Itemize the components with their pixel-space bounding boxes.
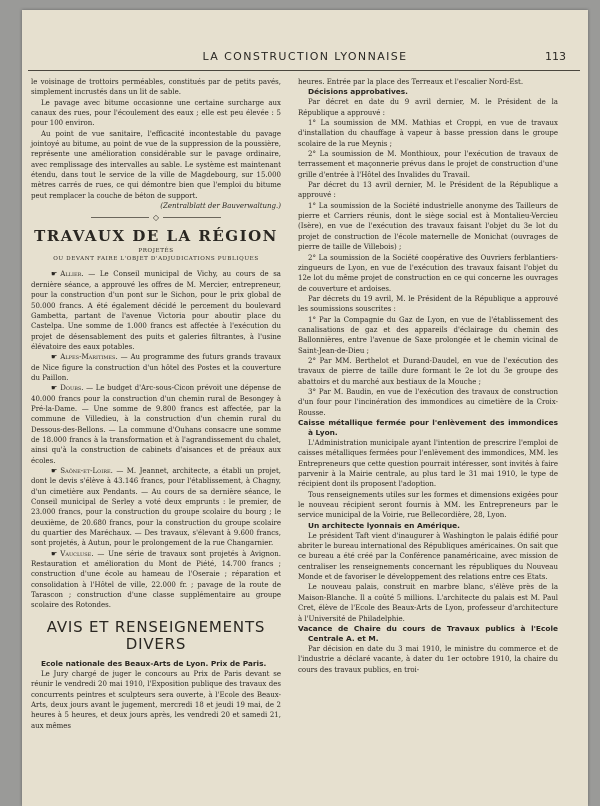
hand-bullet-icon: ☛: [51, 270, 58, 279]
region-text: — Au programme des futurs grands travaux de Nice figure la construction d'un hôtel des Postes et la couverture du Paillon.: [31, 353, 281, 382]
decisions-paragraph: Par décrets du 19 avril, M. le Président de la République a approuvé les soumissions souscrites :: [298, 294, 558, 314]
caisse-paragraph: Tous renseignements utiles sur les formes et dimensions exigées pour le nouveau récipient seront fournis à MM. les Entrepreneurs par le service municipal de la Voirie, rue Bellecordière, 28, Lyon.: [298, 490, 558, 520]
journal-title: LA CONSTRUCTION LYONNAISE: [202, 50, 408, 63]
region-name: Doubs.: [60, 384, 84, 393]
caisse-heading: Caisse métallique fermée pour l'enlèvement des immondices à Lyon.: [298, 418, 558, 437]
intro-paragraph-2: Le pavage avec bitume occasionne une certaine surcharge aux canaux des rues, pour l'écoulement des eaux ; elle est peu élevée : 5 pour 100 environ.: [31, 98, 281, 128]
source-citation: (Zentralblatt der Bauverwaltung.): [160, 202, 281, 211]
decisions-paragraph: 3° Par M. Baudin, en vue de l'exécution des travaux de construction d'un four pour l'incinération des immondices au cimetière de la Croix-Rousse.: [298, 387, 558, 417]
region-name: Alpes-Maritimes.: [60, 353, 118, 362]
header-rule: [28, 70, 580, 71]
caisse-paragraph: L'Administration municipale ayant l'intention de prescrire l'emploi de caisses métalliques fermées pour l'enlèvement des immondices, MM. les Entrepreneurs que cette question pourrait intéresser, sont invités à faire parvenir à la Mairie centrale, au plus tard le 31 mai 1910, le type de récipient dont ils proposent l'adoption.: [298, 439, 558, 489]
region-text: — Une série de travaux sont projetés à Avignon. Restauration et amélioration du Mont de Piété, 14.700 francs ; construction d'une école au hameau de l'Oseraie ; réparation et consolidation à l'Hôtel de ville, 22.000 fr. ; pavage de la route de Tarascon ; construction d'une classe supplémentaire au groupe scolaire des Rotondes.: [31, 549, 281, 610]
vacance-heading: Vacance de Chaire du cours de Travaux publics à l'Ecole Centrale A. et M.: [298, 623, 558, 643]
region-name: Saône-et-Loire.: [60, 467, 113, 475]
hand-bullet-icon: ☛: [51, 384, 58, 393]
decisions-paragraph: 1° La soumission de la Société industrielle anonyme des Tailleurs de pierre et Carriers réunis, dont le siège social est à Montalieu-Vercieu (Isère), en vue de l'exécution des travaux faisant l'objet du 3e lot du projet de construction de l'école maternelle de Monichat (ouvrages de pierre de taille de Villebois) ;: [298, 201, 558, 252]
travaux-subtitle-2: OU DEVANT FAIRE L'OBJET D'ADJUDICATIONS PUBLIQUES: [53, 256, 259, 263]
decisions-paragraph: Par décret en date du 9 avril dernier, M. le Président de la République a approuvé :: [298, 98, 558, 117]
running-head: [22, 50, 588, 66]
architecte-paragraph: Le président Taft vient d'inaugurer à Washington le palais édifié pour abriter le bureau international des Républiques américaines. On sait que ce bureau a été créé par la Conférence panaméricaine, avec mission de centraliser les renseignements concernant les républiques du Nouveau Monde et de favoriser le développement des relations entre ces Etats.: [298, 531, 558, 582]
region-name: Vaucluse.: [60, 549, 94, 558]
intro-paragraph-3: Au point de vue sanitaire, l'efficacité incontestable du pavage jointoyé au bitume, au point de vue de la suppression de la poussière, représente une amélioration considérable sur le pavage ordinaire, avec remplissage des intervalles au sable. Le système est maintenant étendu, dans tout le service de la ville de Magdebourg, sur 15.000 mètres carrés de rues, ce qui démontre bien que l'emploi du bitume peut remplacer la couche de béton de support.: [31, 129, 281, 200]
region-entry: [31, 549, 281, 611]
decisions-paragraph: Par décret du 13 avril dernier, M. le Président de la République a approuvé :: [298, 181, 558, 200]
decisions-heading: Décisions approbatives.: [308, 87, 408, 97]
decisions-paragraph: 1° La soumission de MM. Mathias et Croppi, en vue de travaux d'installation du chauffage à vapeur à basse pression dans le groupe scolaire de la rue Meynis ;: [298, 119, 558, 148]
architecte-heading: Un architecte lyonnais en Amérique.: [308, 520, 460, 530]
decisions-paragraph: 2° Par MM. Berthelot et Durand-Daudel, en vue de l'exécution des travaux de pierre de taille dure formant le 2e lot du 3e groupe des abattoirs et du marché aux bestiaux de la Mouche ;: [298, 356, 558, 386]
beaux-arts-heading: Ecole nationale des Beaux-Arts de Lyon. Prix de Paris.: [41, 658, 267, 668]
intro-paragraph-1: le voisinage de trottoirs perméables, constitués par de petits pavés, simplement incrustés dans un lit de sable.: [31, 78, 281, 97]
decisions-paragraph: 2° La soumission de M. Monthioux, pour l'exécution de travaux de terrassement et maçonnerie prévus dans le projet de construction d'une grille d'entrée à l'Hôtel des Invalides du Travail.: [298, 150, 558, 179]
page-number: 113: [545, 50, 566, 63]
continued-text: heures. Entrée par la place des Terreaux et l'escalier Nord-Est.: [298, 78, 524, 86]
section-ornament: [31, 213, 281, 222]
architecte-paragraph: Le nouveau palais, construit en marbre blanc, s'élève près de la Maison-Blanche. Il a coûté 5 millions. L'architecte du palais est M. Paul Cret, élève de l'Ecole des Beaux-Arts de Lyon, professeur d'architecture à l'Université de Philadelphie.: [298, 583, 558, 623]
region-entry: [31, 352, 281, 383]
vacance-text: Par décision en date du 3 mai 1910, le ministre du commerce et de l'industrie a déclaré vacante, à dater du 1er octobre 1910, la chaire du cours des travaux publics, en troi-: [298, 644, 558, 674]
beaux-arts-text: Le Jury chargé de juger le concours au Prix de Paris devant se réunir le vendredi 20 mai 1910, l'Exposition publique des travaux des concurrents peintres et sculpteurs sera ouverte, à l'Ecole des Beaux-Arts, deux jours avant le jugement, mercredi 18 et jeudi 19 mai, de 2 heures à 5 heures, et deux jours après, les vendredi 20 et samedi 21, aux mêmes: [31, 669, 281, 730]
region-text: — M. Jeannet, architecte, a établi un projet, dont le devis s'élève à 43.146 francs, pour l'établissement, à Chagny, d'un cimetière aux Pendants. — Au cours de sa dernière séance, le Conseil municipal de Serley a voté deux emprunts : le premier, de 23.000 francs, pour la construction du groupe scolaire du bourg ; le deuxième, de 20.680 francs, pour la construction du groupe scolaire du quartier des Maréchaux. — Des travaux, s'élevant à 9.600 francs, sont projetés, à Autun, pour le prolongement de la rue Changarnier.: [31, 467, 281, 548]
hand-bullet-icon: ☛: [51, 353, 58, 362]
decisions-paragraph: 2° La soumission de la Société coopérative des Ouvriers ferblantiers-zingueurs de Lyon, en vue de l'exécution des travaux faisant l'objet du 12e lot du même projet de construction en ce qui concerne les ouvrages de couverture et ardoises.: [298, 253, 558, 293]
region-name: Allier.: [60, 270, 84, 279]
travaux-title: TRAVAUX DE LA RÉGION: [34, 227, 278, 246]
region-text: — Le budget d'Arc-sous-Cicon prévoit une dépense de 40.000 francs pour la construction d'un chemin rural de Besongey à Pré-la-Dame. — Une somme de 9.800 francs est affectée, par la commune de Villedieu, à la construction d'un chemin rural du Dessous-des-Bellons. — La commune d'Ouhans consacre une somme de 18.000 francs à la transformation et à l'agrandissement du chalet, ainsi qu'à la construction de cabinets d'aisances et de préaux aux écoles.: [31, 384, 281, 465]
hand-bullet-icon: ☛: [51, 549, 58, 558]
right-column: [298, 77, 558, 675]
region-entry: [31, 269, 281, 352]
decisions-paragraph: 1° Par la Compagnie du Gaz de Lyon, en vue de l'établissement des canalisations de gaz et des appareils d'éclairage du chemin des Ballonnières, entre l'avenue de Saxe prolongée et le chemin vicinal de Saint-Jean-de-Dieu ;: [298, 315, 558, 355]
hand-bullet-icon: ☛: [51, 467, 58, 475]
region-text: — Le Conseil municipal de Vichy, au cours de sa dernière séance, a approuvé les offres de M. Mercier, entrepreneur, pour la construction d'un pont sur le Sichon, pour le prix global de 50.000 francs. A été également décidé le percement du boulevard Gambetta, partant de l'avenue Victoria pour aboutir place du Castelpa. Une somme de 1.000 francs est affectée à l'exécution du projet de désensablement des puits et galeries filtrantes, à l'usine élévatoire des eaux potables.: [31, 270, 281, 351]
travaux-subtitle-1: PROJETÉS: [138, 248, 174, 255]
diamond-ornament-icon: ◇: [149, 213, 163, 222]
journal-page: [22, 10, 588, 806]
left-column: [31, 77, 281, 731]
region-entry: [31, 466, 281, 549]
avis-title: AVIS ET RENSEIGNEMENTS DIVERS: [46, 617, 266, 653]
region-entry: [31, 383, 281, 466]
